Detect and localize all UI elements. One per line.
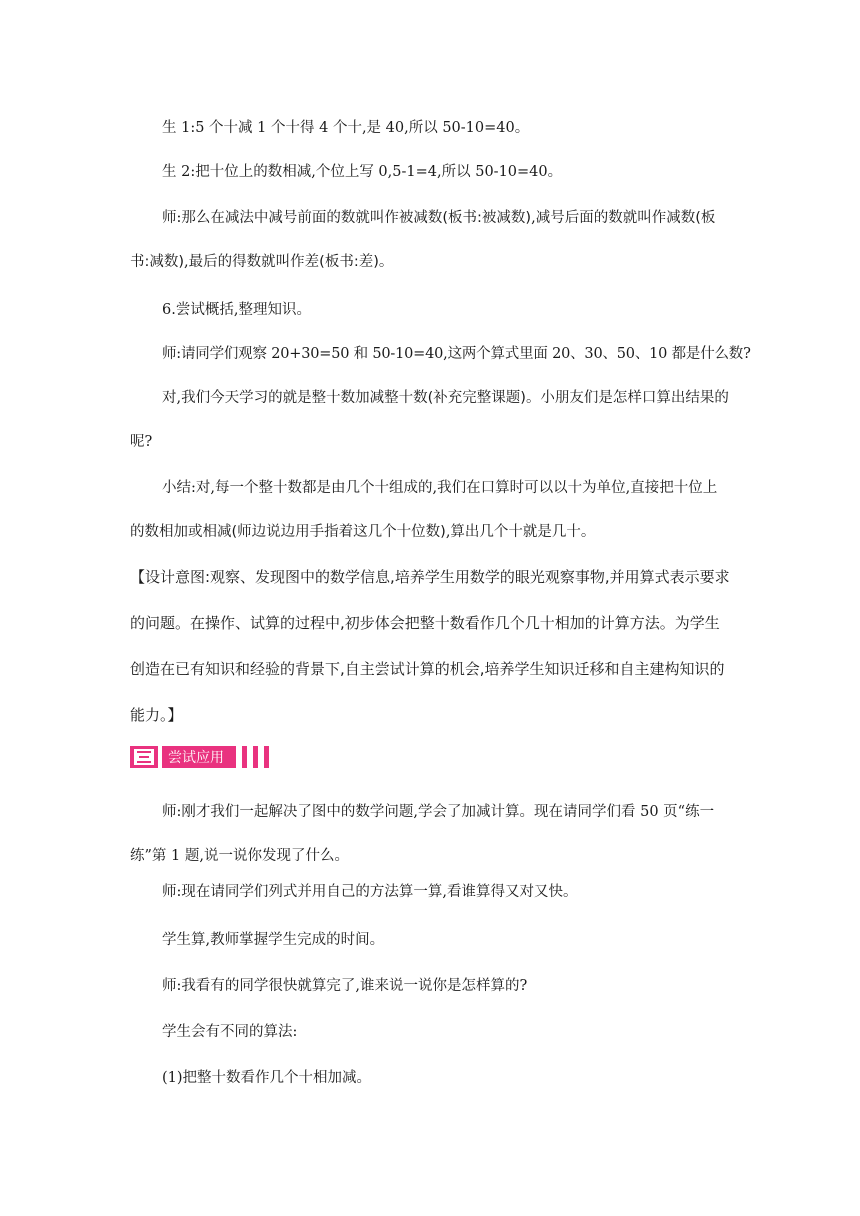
text-segment: 。小朋友们是怎样口算出结果的呢?: [130, 390, 729, 450]
banner-stripe: [242, 746, 247, 768]
paragraph-practice-instruction: 师:现在请同学们列式并用自己的方法算一算,看谁算得又对又快。: [162, 884, 578, 900]
paragraph-practice-intro: 师:刚才我们一起解决了图中的数学问题,学会了加减计算。现在请同学们看 50 页“练一练”第 1 题,说一说你发现了什么。: [130, 804, 715, 864]
board-note: (板书:差): [319, 254, 379, 270]
three-icon: [130, 746, 158, 768]
paragraph-topic: [130, 376, 730, 464]
paragraph-method-1: (1)把整十数看作几个十相加减。: [162, 1070, 372, 1086]
section-banner: [130, 744, 269, 770]
paragraph-student-work: 学生算,教师掌握学生完成的时间。: [162, 932, 385, 948]
text-segment: ,减号后面的数就叫作减数: [531, 210, 696, 226]
paragraph-student-2: 生 2:把十位上的数相减,个位上写 0,5-1=4,所以 50-10=40。: [162, 164, 563, 180]
paragraph-teacher-terms: [130, 196, 730, 284]
paragraph-student-1: 生 1:5 个十减 1 个十得 4 个十,是 40,所以 50-10=40。: [162, 120, 530, 136]
text-segment: 对,我们今天学习的就是整十数加减整十数: [162, 390, 428, 406]
banner-stripe: [264, 746, 269, 768]
board-note: (板书:被减数): [442, 210, 532, 226]
paragraph-methods: 学生会有不同的算法:: [162, 1024, 298, 1040]
text-segment: 。: [378, 254, 394, 270]
text-segment: 小结:对,每一个整十数都是由几个十组成的,我们在口算时可以以十为单位,直接把十位上的数相加或相减: [130, 480, 718, 540]
text-segment: ,算出几个十就是几十。: [445, 524, 596, 540]
design-intent-note: 【设计意图:观察、发现图中的数学信息,培养学生用数学的眼光观察事物,并用算式表示要求的问题。在操作、试算的过程中,初步体会把整十数看作几个几十相加的计算方法。为学生创造在已有知识和经验的背景下,自主尝试计算的机会,培养学生知识迁移和自主建构知识的能力。】: [130, 568, 730, 724]
paragraph-teacher-question: 师:我看有的同学很快就算完了,谁来说一说你是怎样算的?: [162, 978, 528, 994]
section-title: 尝试应用: [162, 746, 236, 768]
text-segment: ,最后的得数就叫作差: [184, 254, 320, 270]
banner-stripe: [253, 746, 258, 768]
paragraph-summary-step: 6.尝试概括,整理知识。: [162, 302, 311, 318]
board-note: (师边说边用手指着这几个十位数): [231, 524, 446, 540]
board-note: (补充完整课题): [427, 390, 526, 406]
paragraph-conclusion: [130, 466, 730, 554]
paragraph-teacher-observe: 师:请同学们观察 20+30=50 和 50-10=40,这两个算式里面 20、30、50、10 都是什么数?: [162, 346, 751, 362]
board-note: (板书:减数): [130, 210, 716, 270]
text-segment: 师:那么在减法中减号前面的数就叫作被减数: [162, 210, 443, 226]
